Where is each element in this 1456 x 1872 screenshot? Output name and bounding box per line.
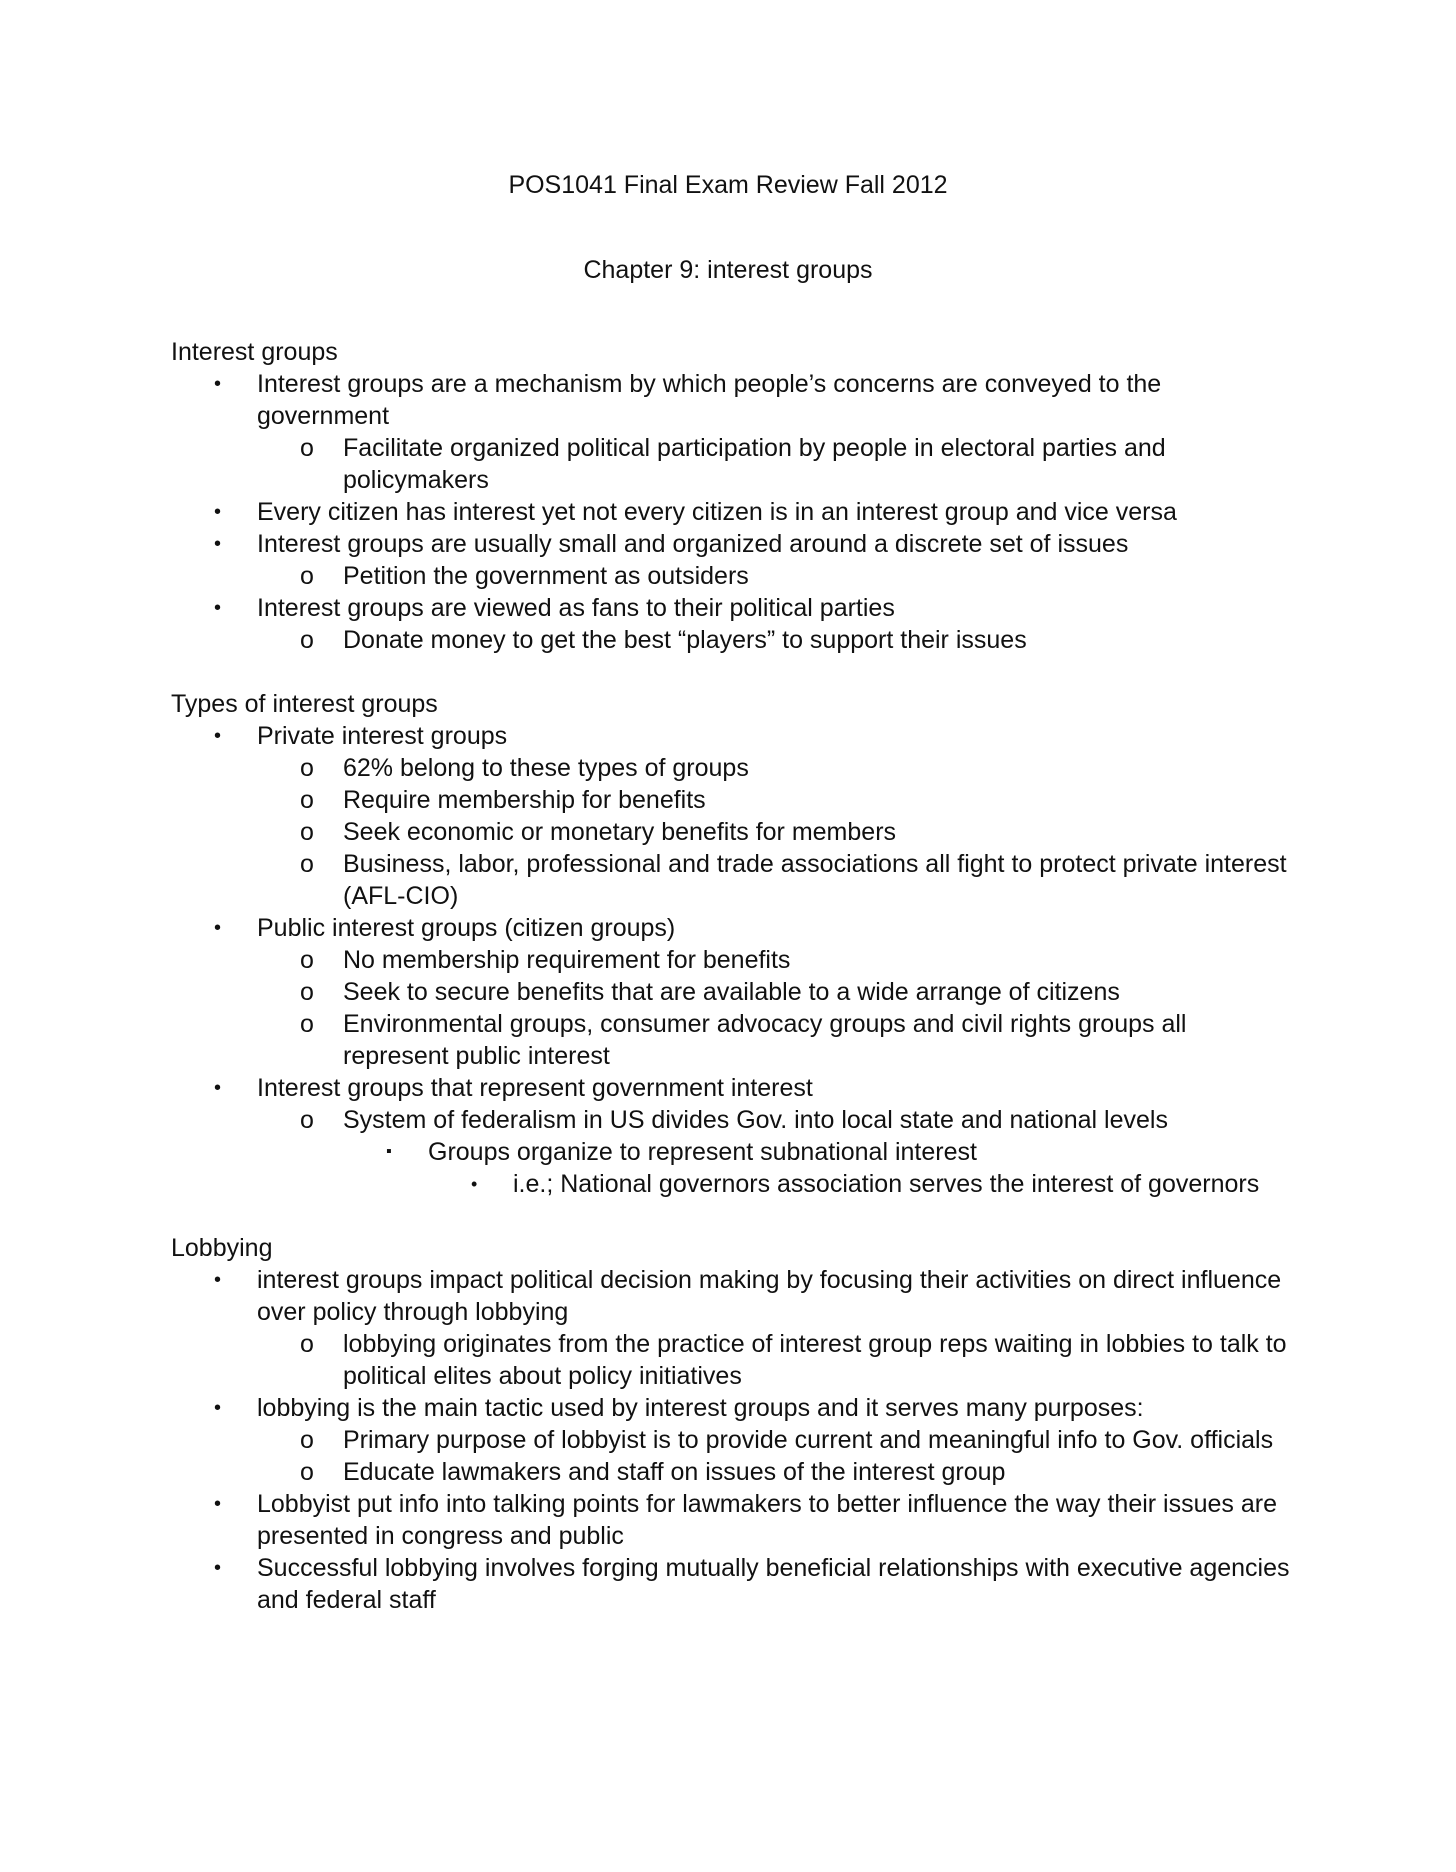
list-item [171,528,1291,592]
list-item-text: System of federalism in US divides Gov. into local state and national levels [343,1106,1168,1134]
list-item-text: No membership requirement for benefits [343,946,791,974]
list-item [171,1264,1291,1392]
list-item-text: Seek to secure benefits that are available to a wide arrange of citizens [343,978,1120,1006]
outline-list-level-2 [257,752,1291,912]
list-marker: o [300,850,314,878]
list-item [257,432,1291,496]
outline-list-level-1 [171,720,1291,1200]
section [171,1232,1291,1616]
list-item-text: Successful lobbying involves forging mutually beneficial relationships with executive agencies and federal staff [257,1554,1290,1614]
list-item-text: Interest groups that represent government interest [257,1074,813,1102]
list-item [257,624,1291,656]
list-item-text: 62% belong to these types of groups [343,754,749,782]
section [171,336,1291,656]
list-item-text: lobbying is the main tactic used by interest groups and it serves many purposes: [257,1394,1144,1422]
list-item [257,752,1291,784]
list-marker: • [214,597,222,619]
list-item [171,368,1291,496]
section [171,688,1291,1200]
list-item-text: Interest groups are viewed as fans to their political parties [257,594,895,622]
document-body [171,336,1291,1616]
list-marker: o [300,1458,314,1486]
chapter-subtitle: Chapter 9: interest groups [583,256,873,284]
list-marker: o [300,786,314,814]
list-item [171,912,1291,1072]
list-marker: • [214,1557,222,1579]
section-heading: Interest groups [171,338,338,366]
list-marker: ▪ [386,1143,392,1160]
list-item [343,1136,1291,1200]
list-item-text: Business, labor, professional and trade associations all fight to protect private interest (AFL-CIO) [343,850,1287,910]
list-item [257,784,1291,816]
list-marker: • [214,1493,222,1515]
outline-list-level-1 [171,368,1291,656]
list-item [171,592,1291,656]
list-marker: o [300,626,314,654]
list-item [257,1104,1291,1200]
list-item-text: Public interest groups (citizen groups) [257,914,676,942]
outline-list-level-2 [257,624,1291,656]
outline-list-level-2 [257,1424,1291,1488]
list-marker: o [300,434,314,462]
list-item [171,1552,1291,1616]
outline-list-level-1 [171,1264,1291,1616]
list-marker: o [300,562,314,590]
list-item [257,1008,1291,1072]
list-item-text: Lobbyist put info into talking points for lawmakers to better influence the way their issues are presented in congress and public [257,1490,1277,1550]
outline-list-level-2 [257,944,1291,1072]
list-item-text: i.e.; National governors association serves the interest of governors [513,1170,1260,1198]
list-item-text: Groups organize to represent subnational interest [428,1138,977,1166]
outline-list-level-2 [257,1104,1291,1200]
list-marker: • [214,533,222,555]
list-item-text: Donate money to get the best “players” to support their issues [343,626,1027,654]
list-item [257,816,1291,848]
section-heading: Lobbying [171,1234,273,1262]
list-marker: • [214,917,222,939]
list-item [257,976,1291,1008]
list-item [171,1072,1291,1200]
list-item [257,944,1291,976]
list-item [171,496,1291,528]
list-item-text: interest groups impact political decision making by focusing their activities on direct influence over policy through lobbying [257,1266,1282,1326]
section-heading: Types of interest groups [171,690,438,718]
list-marker: • [214,725,222,747]
list-marker: o [300,946,314,974]
list-marker: o [300,818,314,846]
document-title: POS1041 Final Exam Review Fall 2012 [508,171,948,199]
list-item [171,1488,1291,1552]
list-marker: • [214,1269,222,1291]
list-item-text: Petition the government as outsiders [343,562,749,590]
list-marker: • [471,1174,478,1194]
list-item [171,1392,1291,1488]
list-item [428,1168,1291,1200]
outline-list-level-2 [257,560,1291,592]
list-item [257,1328,1291,1392]
outline-list-level-2 [257,1328,1291,1392]
list-marker: • [214,1077,222,1099]
list-marker: o [300,1330,314,1358]
outline-list-level-4 [428,1168,1291,1200]
list-marker: • [214,1397,222,1419]
list-item-text: Primary purpose of lobbyist is to provide current and meaningful info to Gov. officials [343,1426,1274,1454]
list-item-text: Environmental groups, consumer advocacy groups and civil rights groups all represent public interest [343,1010,1187,1070]
list-marker: o [300,1010,314,1038]
list-item [257,848,1291,912]
list-item-text: Interest groups are a mechanism by which people’s concerns are conveyed to the government [257,370,1162,430]
list-item-text: Educate lawmakers and staff on issues of the interest group [343,1458,1006,1486]
list-marker: • [214,373,222,395]
list-item [171,720,1291,912]
list-marker: o [300,754,314,782]
list-item [257,560,1291,592]
list-item-text: Interest groups are usually small and organized around a discrete set of issues [257,530,1129,558]
list-marker: o [300,978,314,1006]
list-item-text: Every citizen has interest yet not every citizen is in an interest group and vice versa [257,498,1177,526]
list-item [257,1424,1291,1456]
list-item-text: Seek economic or monetary benefits for members [343,818,897,846]
list-item-text: Require membership for benefits [343,786,706,814]
outline-list-level-2 [257,432,1291,496]
list-marker: • [214,501,222,523]
list-marker: o [300,1426,314,1454]
outline-list-level-3 [343,1136,1291,1200]
list-item-text: Facilitate organized political participation by people in electoral parties and policymakers [343,434,1166,494]
list-marker: o [300,1106,314,1134]
list-item-text: Private interest groups [257,722,508,750]
list-item-text: lobbying originates from the practice of interest group reps waiting in lobbies to talk to political elites about policy initiatives [343,1330,1287,1390]
list-item [257,1456,1291,1488]
